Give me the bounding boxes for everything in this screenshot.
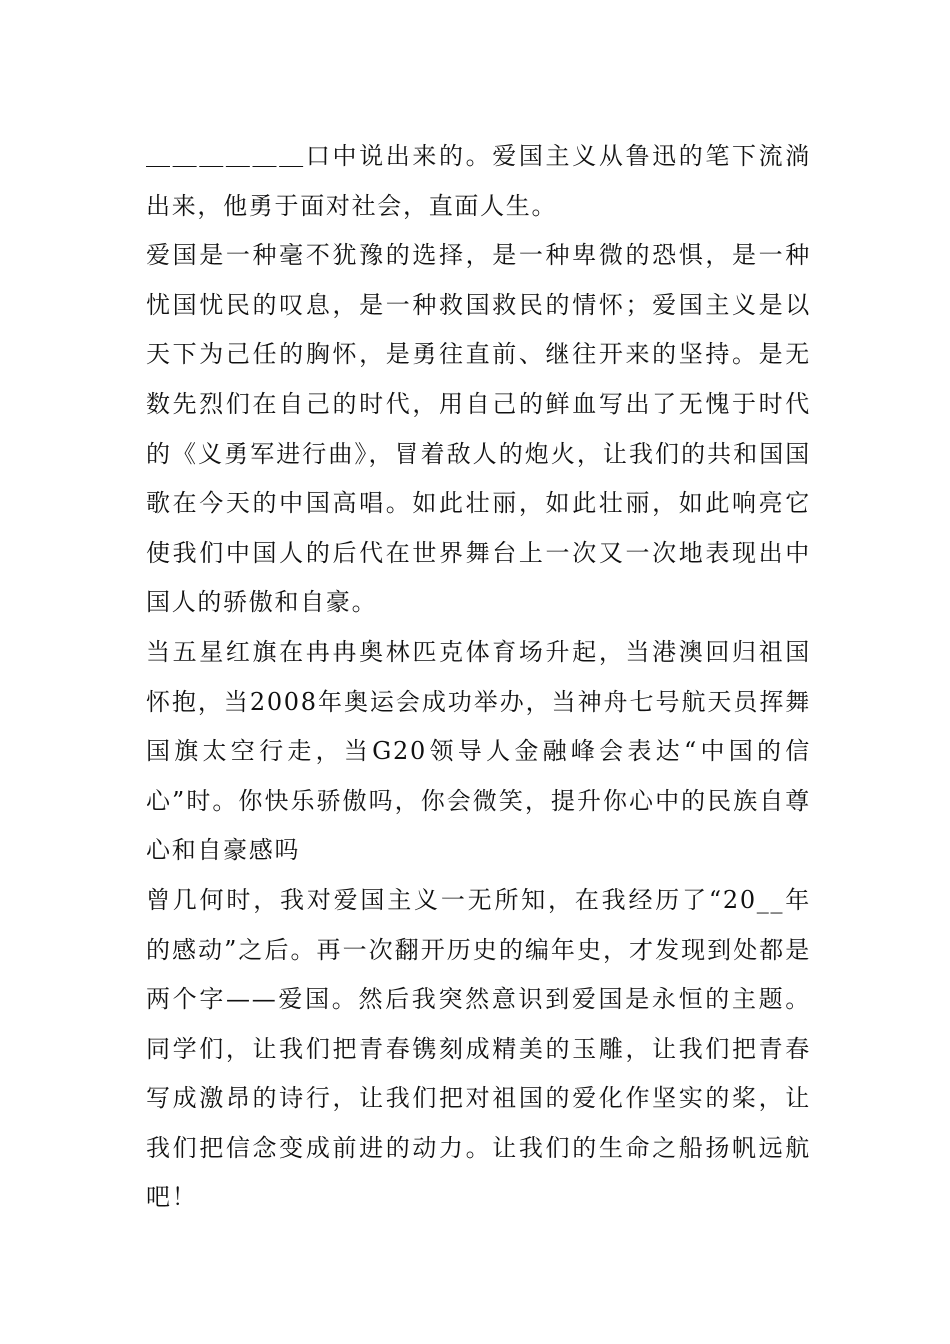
paragraph-1: ＿＿＿＿＿＿口中说出来的。爱国主义从鲁迅的笔下流淌出来，他勇于面对社会，直面人生。	[146, 142, 811, 220]
document-body	[146, 132, 811, 1223]
paragraph-2: 爱国是一种毫不犹豫的选择，是一种卑微的恐惧，是一种忧国忧民的叹息，是一种救国救民的情怀；爱国主义是以天下为己任的胸怀，是勇往直前、继往开来的坚持。是无数先烈们在自己的时代，用自己的鲜血写出了无愧于时代的《义勇军进行曲》，冒着敌人的炮火，让我们的共和国国歌在今天的中国高唱。如此壮丽，如此壮丽，如此响亮它使我们中国人的后代在世界舞台上一次又一次地表现出中国人的骄傲和自豪。	[146, 241, 811, 617]
paragraph-4: 曾几何时，我对爱国主义一无所知，在我经历了“20__年的感动”之后。再一次翻开历史的编年史，才发现到处都是两个字——爱国。然后我突然意识到爱国是永恒的主题。同学们，让我们把青春镌刻成精美的玉雕，让我们把青春写成激昂的诗行，让我们把对祖国的爱化作坚实的桨，让我们把信念变成前进的动力。让我们的生命之船扬帆远航吧！	[146, 885, 811, 1212]
paragraph-3: 当五星红旗在冉冉奥林匹克体育场升起，当港澳回归祖国怀抱，当2008年奥运会成功举办，当神舟七号航天员挥舞国旗太空行走，当G20领导人金融峰会表达“中国的信心”时。你快乐骄傲吗，你会微笑，提升你心中的民族自尊心和自豪感吗	[146, 637, 811, 865]
